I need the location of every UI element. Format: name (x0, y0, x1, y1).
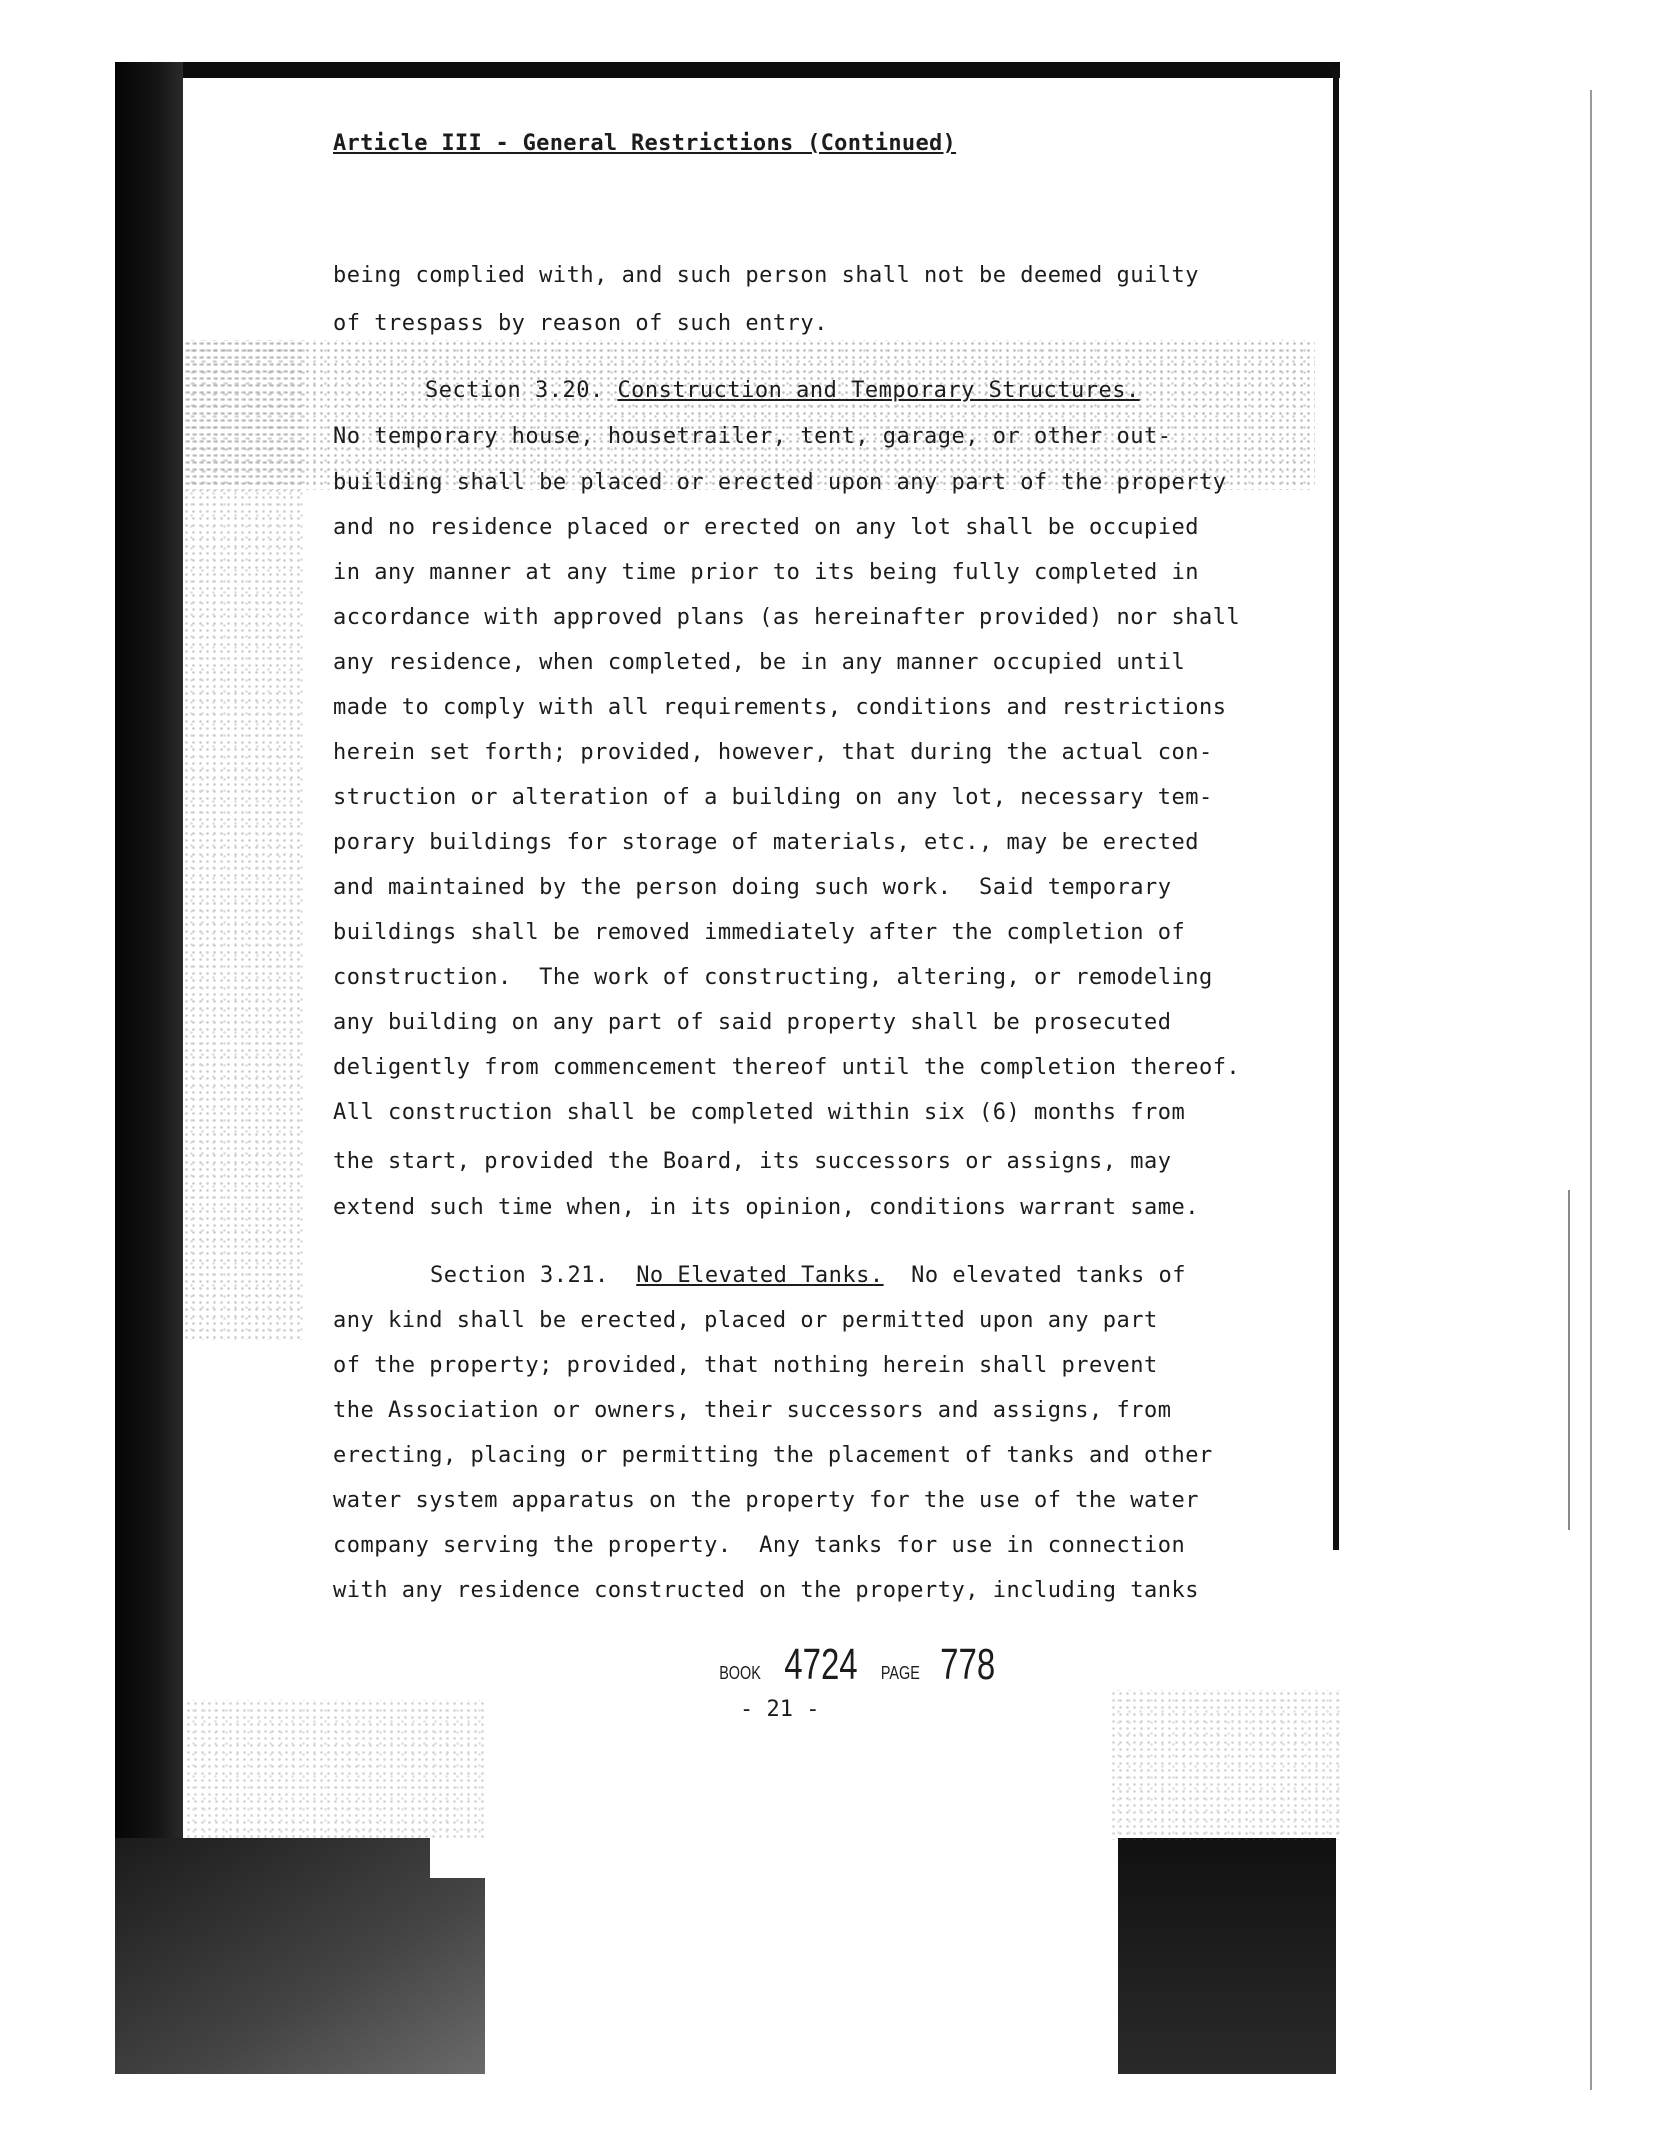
section-3-20-line: accordance with approved plans (as hereinafter provided) nor shall (333, 605, 1241, 630)
scan-noise-bottom-right (1110, 1690, 1340, 1840)
section-3-20-line: No temporary house, housetrailer, tent, garage, or other out- (333, 424, 1172, 449)
scan-top-edge (115, 62, 1340, 78)
section-3-20-line: extend such time when, in its opinion, conditions warrant same. (333, 1195, 1199, 1220)
section-3-21-number: Section 3.21. (430, 1263, 609, 1288)
scan-right-edge (1333, 70, 1339, 1550)
section-3-20-line: construction. The work of constructing, altering, or remodeling (333, 965, 1213, 990)
section-3-20-line: All construction shall be completed within six (6) months from (333, 1100, 1186, 1125)
section-3-20-line: any residence, when completed, be in any manner occupied until (333, 650, 1186, 675)
scan-noise-bottom-left (185, 1700, 485, 1840)
paragraph-line: being complied with, and such person shall not be deemed guilty (333, 263, 1199, 288)
scan-margin-rule (1590, 90, 1592, 2090)
article-heading: Article III - General Restrictions (Continued) (333, 131, 957, 156)
section-3-21-line: any kind shall be erected, placed or permitted upon any part (333, 1308, 1158, 1333)
section-3-21-title: No Elevated Tanks. (636, 1263, 884, 1288)
section-3-20-title: Construction and Temporary Structures. (617, 378, 1140, 403)
section-3-21-line: with any residence constructed on the property, including tanks (333, 1578, 1199, 1603)
section-3-20-line: buildings shall be removed immediately after the completion of (333, 920, 1186, 945)
scan-noise-left (183, 340, 303, 1340)
scan-left-edge (115, 62, 183, 1842)
section-3-21-line: of the property; provided, that nothing herein shall prevent (333, 1353, 1158, 1378)
scan-bottom-left-notch (430, 1838, 485, 1878)
section-3-21-heading (430, 1265, 1186, 1287)
section-3-21-line: water system apparatus on the property for the use of the water (333, 1488, 1199, 1513)
section-3-21-line: the Association or owners, their successors and assigns, from (333, 1398, 1172, 1423)
stamp-book-label: BOOK (719, 1663, 761, 1683)
section-3-20-line: and no residence placed or erected on any lot shall be occupied (333, 515, 1199, 540)
paragraph-line: of trespass by reason of such entry. (333, 311, 828, 336)
stamp-page-number: 778 (939, 1640, 995, 1689)
section-3-20-line: building shall be placed or erected upon any part of the property (333, 470, 1227, 495)
recording-stamp (714, 1640, 1004, 1690)
scan-margin-rule-secondary (1568, 1190, 1570, 1530)
stamp-page-label: PAGE (880, 1663, 920, 1683)
section-3-20-line: struction or alteration of a building on any lot, necessary tem- (333, 785, 1213, 810)
section-3-20-heading (425, 380, 1140, 402)
section-3-20-line: deligently from commencement thereof until the completion thereof. (333, 1055, 1241, 1080)
section-3-21-first-line: No elevated tanks of (911, 1263, 1187, 1288)
section-3-20-line: porary buildings for storage of materials, etc., may be erected (333, 830, 1199, 855)
section-3-20-number: Section 3.20. (425, 378, 604, 403)
section-3-20-line: any building on any part of said property shall be prosecuted (333, 1010, 1172, 1035)
scan-bottom-right-shadow (1118, 1838, 1336, 2074)
stamp-book-number: 4724 (784, 1640, 858, 1689)
scan-noise-band (185, 340, 1315, 490)
section-3-21-line: company serving the property. Any tanks for use in connection (333, 1533, 1186, 1558)
section-3-20-line: in any manner at any time prior to its being fully completed in (333, 560, 1199, 585)
page-number: - 21 - (740, 1697, 820, 1722)
section-3-21-line: erecting, placing or permitting the placement of tanks and other (333, 1443, 1213, 1468)
section-3-20-line: herein set forth; provided, however, that during the actual con- (333, 740, 1213, 765)
section-3-20-line: made to comply with all requirements, conditions and restrictions (333, 695, 1227, 720)
section-3-20-line: the start, provided the Board, its successors or assigns, may (333, 1149, 1172, 1174)
section-3-20-line: and maintained by the person doing such work. Said temporary (333, 875, 1172, 900)
